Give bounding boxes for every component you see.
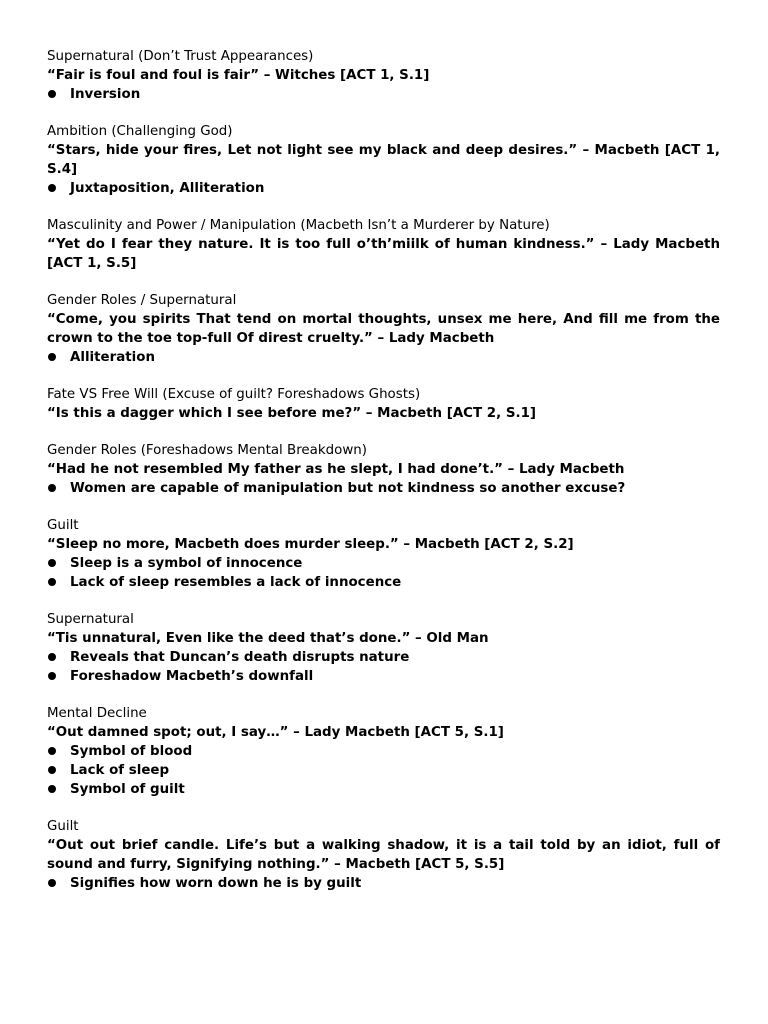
analysis-bullet [47,348,720,367]
bullet-dot-icon [48,353,56,361]
quote-text: “Out damned spot; out, I say…” – Lady Macbeth [ACT 5, S.1] [47,725,504,740]
bullet-text: Lack of sleep resembles a lack of innocence [70,575,402,590]
analysis-bullet [47,179,720,198]
bullet-dot-icon [48,90,56,98]
analysis-bullet [47,761,720,780]
analysis-list [47,742,720,799]
quote-text: “Tis unnatural, Even like the deed that’s done.” – Old Man [47,631,489,646]
theme-heading: Mental Decline [47,706,147,721]
quote-text: “Come, you spirits That tend on mortal thoughts, unsex me here, And fill me from the crown to the toe top-full Of direst cruelty.” – Lady Macbeth [47,312,720,346]
analysis-bullet [47,780,720,799]
quote-entry [47,516,720,592]
analysis-bullet [47,479,720,498]
bullet-text: Alliteration [70,350,155,365]
bullet-text: Signifies how worn down he is by guilt [70,876,362,891]
bullet-dot-icon [48,672,56,680]
analysis-bullet [47,648,720,667]
quote-entry [47,291,720,367]
bullet-dot-icon [48,766,56,774]
analysis-list [47,874,720,893]
bullet-text: Foreshadow Macbeth’s downfall [70,669,314,684]
analysis-bullet [47,554,720,573]
analysis-list [47,554,720,592]
analysis-bullet [47,742,720,761]
quote-text: “Had he not resembled My father as he slept, I had done’t.” – Lady Macbeth [47,462,625,477]
theme-heading: Guilt [47,518,79,533]
analysis-list [47,479,720,498]
analysis-list [47,348,720,367]
bullet-text: Sleep is a symbol of innocence [70,556,303,571]
bullet-dot-icon [48,879,56,887]
bullet-dot-icon [48,747,56,755]
theme-heading: Gender Roles (Foreshadows Mental Breakdown) [47,443,367,458]
quote-entry [47,216,720,273]
quote-text: “Yet do I fear they nature. It is too full o’th’miilk of human kindness.” – Lady Macbeth [ACT 1, S.5] [47,237,720,271]
quote-entry [47,385,720,423]
theme-heading: Masculinity and Power / Manipulation (Macbeth Isn’t a Murderer by Nature) [47,218,550,233]
quote-entry [47,704,720,799]
theme-heading: Supernatural (Don’t Trust Appearances) [47,49,314,64]
bullet-dot-icon [48,559,56,567]
quote-entry [47,441,720,498]
quote-entry [47,122,720,198]
quote-entry [47,610,720,686]
bullet-text: Reveals that Duncan’s death disrupts nature [70,650,410,665]
theme-heading: Ambition (Challenging God) [47,124,233,139]
theme-heading: Fate VS Free Will (Excuse of guilt? Foreshadows Ghosts) [47,387,421,402]
analysis-list [47,179,720,198]
analysis-bullet [47,573,720,592]
analysis-bullet [47,667,720,686]
quote-text: “Fair is foul and foul is fair” – Witches [ACT 1, S.1] [47,68,430,83]
theme-heading: Gender Roles / Supernatural [47,293,237,308]
quote-text: “Is this a dagger which I see before me?” – Macbeth [ACT 2, S.1] [47,406,537,421]
bullet-text: Women are capable of manipulation but not kindness so another excuse? [70,481,626,496]
bullet-dot-icon [48,785,56,793]
theme-heading: Supernatural [47,612,134,627]
bullet-dot-icon [48,653,56,661]
quote-entry [47,817,720,893]
bullet-text: Lack of sleep [70,763,170,778]
analysis-bullet [47,85,720,104]
quote-text: “Sleep no more, Macbeth does murder sleep.” – Macbeth [ACT 2, S.2] [47,537,574,552]
bullet-dot-icon [48,578,56,586]
analysis-list [47,85,720,104]
quote-entry [47,47,720,104]
bullet-text: Symbol of blood [70,744,193,759]
bullet-text: Inversion [70,87,141,102]
bullet-dot-icon [48,184,56,192]
bullet-text: Symbol of guilt [70,782,185,797]
quote-text: “Stars, hide your fires, Let not light see my black and deep desires.” – Macbeth [ACT 1, S.4] [47,143,720,177]
analysis-list [47,648,720,686]
bullet-dot-icon [48,484,56,492]
theme-heading: Guilt [47,819,79,834]
bullet-text: Juxtaposition, Alliteration [70,181,265,196]
analysis-bullet [47,874,720,893]
quote-text: “Out out brief candle. Life’s but a walking shadow, it is a tail told by an idiot, full of sound and furry, Signifying nothing.” – Macbeth [ACT 5, S.5] [47,838,720,872]
